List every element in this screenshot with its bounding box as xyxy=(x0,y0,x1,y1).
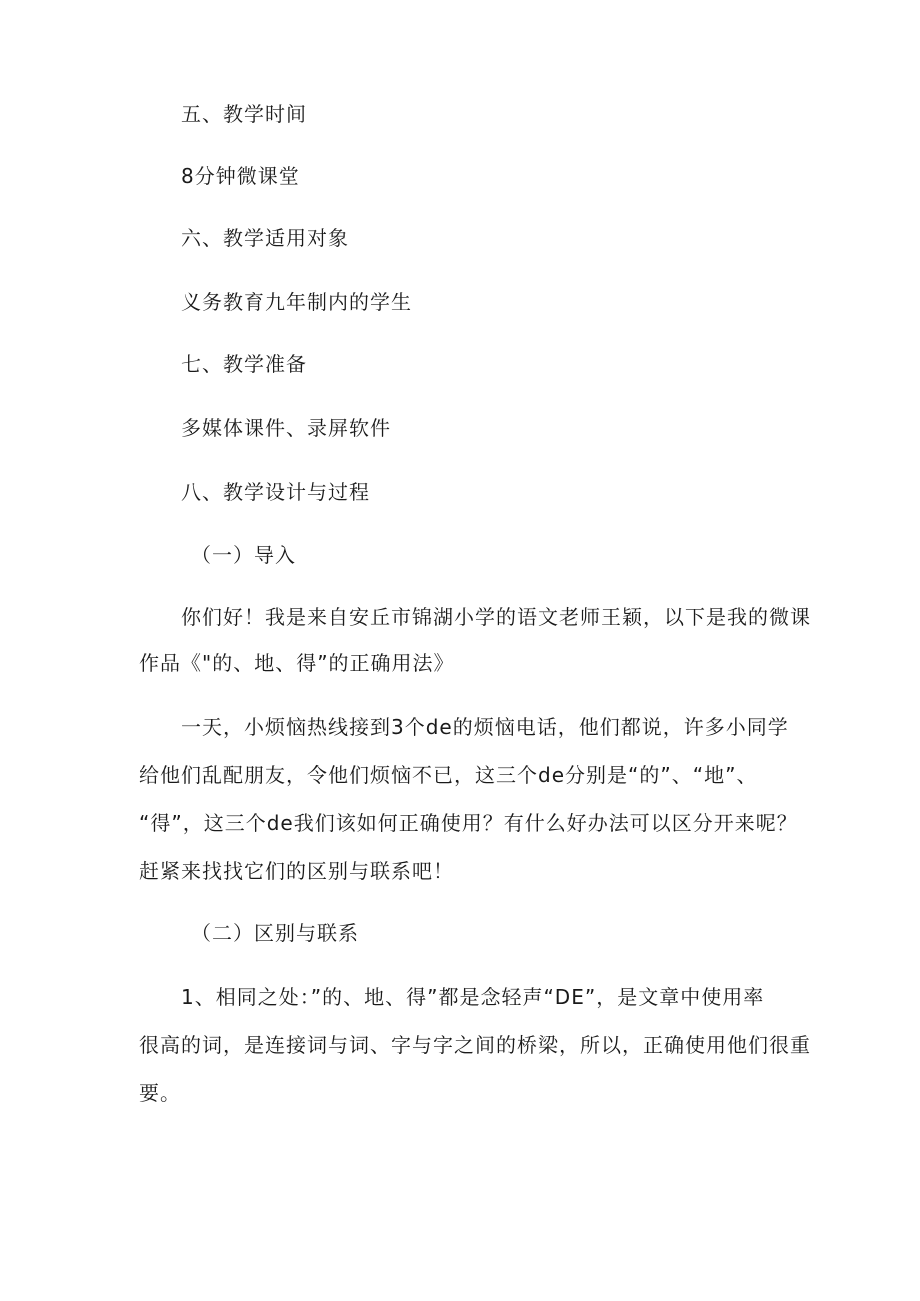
section5-body: 8分钟微课堂 xyxy=(181,164,300,188)
similarity-paragraph-line: 要。 xyxy=(139,1081,181,1105)
story-paragraph-line: “得”，这三个de我们该如何正确使用？有什么好办法可以区分开来呢？ xyxy=(139,811,798,835)
section8-heading: 八、教学设计与过程 xyxy=(181,480,370,504)
sub1-heading: （一）导入 xyxy=(191,543,296,567)
similarity-paragraph-line: 很高的词，是连接词与词、字与字之间的桥梁，所以，正确使用他们很重 xyxy=(139,1033,811,1057)
section5-heading: 五、教学时间 xyxy=(181,102,307,126)
section6-body: 义务教育九年制内的学生 xyxy=(181,290,412,314)
story-paragraph-line: 一天，小烦恼热线接到3个de的烦恼电话，他们都说，许多小同学 xyxy=(181,715,789,739)
section6-heading: 六、教学适用对象 xyxy=(181,226,349,250)
similarity-paragraph-line: 1、相同之处：”的、地、得”都是念轻声“DE”，是文章中使用率 xyxy=(181,985,765,1009)
section7-heading: 七、教学准备 xyxy=(181,352,307,376)
story-paragraph-line: 赶紧来找找它们的区别与联系吧！ xyxy=(139,859,454,883)
sub2-heading: （二）区别与联系 xyxy=(191,921,359,945)
intro-paragraph-line: 你们好！我是来自安丘市锦湖小学的语文老师王颖，以下是我的微课 xyxy=(181,605,811,629)
section7-body: 多媒体课件、录屏软件 xyxy=(181,416,391,440)
intro-paragraph-line: 作品《"的、地、得”的正确用法》 xyxy=(139,651,455,675)
story-paragraph-line: 给他们乱配朋友，令他们烦恼不已，这三个de分别是“的”、“地”、 xyxy=(139,763,758,787)
